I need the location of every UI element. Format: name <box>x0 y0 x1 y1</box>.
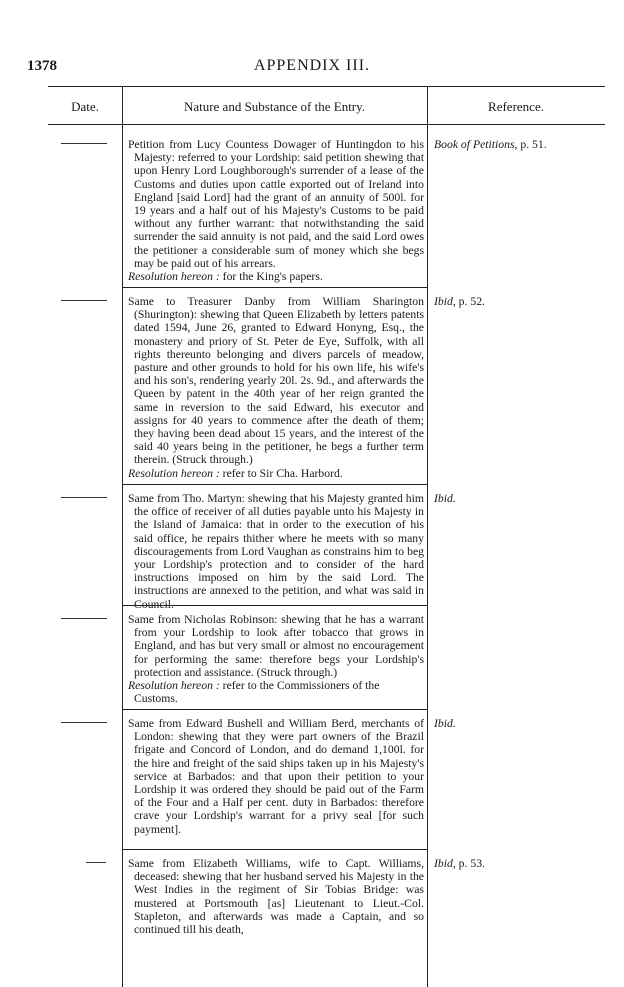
entry-reference: Ibid. <box>434 492 456 505</box>
entry-text: Petition from Lucy Countess Dowager of Huntingdon to his Majesty: referred to your Lordship: said petition shewing that upon Henry Lord Loughborough's surrender of a lease of the Customs and duties upon cattle exported out of Ireland into England [said Lord] had the grant of an annuity of 500l. for 19 years and a half out of his Majesty's Customs to be paid without any further warrant: that notwithstanding the said surrender the said annuity is not paid, and the said Lord owes the petitioner a considerable sum of money which she begs may be paid out of his arrears. Resolution hereon : for the King's papers. <box>128 138 424 284</box>
column-header-date: Date. <box>71 99 99 114</box>
entry-text: Same from Tho. Martyn: shewing that his Majesty granted him the office of receiver of all duties payable unto his Majesty in the Island of Jamaica: that in order to the execution of his said office, he repairs thither where he meets with so many discouragements from Lord Vaughan as constrains him to beg your Lordship's protection and to consider of the hard instructions imposed on him by the said Lord. The instructions are annexed to the petition, and what was said in Council. <box>128 492 424 611</box>
entry-separator <box>122 849 427 850</box>
table-header-rule <box>48 124 605 125</box>
entry-separator <box>122 605 427 606</box>
entry-separator <box>122 484 427 485</box>
entry-text: Same from Nicholas Robinson: shewing that he has a warrant from your Lordship to look after tobacco that grows in England, and has but very small or almost no encouragement for performing the same: therefore begs your Lordship's protection and assistance. (Struck through.) Resolution hereon : refer to the Commissioners of the Customs. <box>128 613 424 706</box>
entry-reference: Ibid, p. 52. <box>434 295 485 308</box>
column-divider <box>427 86 428 987</box>
entry-reference: Book of Petitions, p. 51. <box>434 138 547 151</box>
column-divider <box>122 86 123 987</box>
resolution: Resolution hereon : refer to the Commissioners of the Customs. <box>128 679 380 706</box>
date-dash <box>86 862 106 863</box>
entries-table <box>48 86 605 987</box>
entry-reference: Ibid. <box>434 717 456 730</box>
date-dash <box>61 497 107 498</box>
column-header-nature: Nature and Substance of the Entry. <box>183 99 366 114</box>
date-dash <box>61 143 107 144</box>
date-dash <box>61 722 107 723</box>
entry-text: Same from Edward Bushell and William Berd, merchants of London: shewing that they were part owners of the Brazil frigate and Concord of London, and do demand 1,100l. for the hire and freight of the said ships taken up in his Majesty's service at Barbados: and that upon their petition to your Lordship it was ordered they should be paid out of the Farm of the Four and a Half per cent. duty in Barbados: therefore crave your Lordship's warrant for a privy seal [for such payment]. <box>128 717 424 836</box>
entry-separator <box>122 709 427 710</box>
table-top-rule <box>48 86 605 87</box>
date-dash <box>61 618 107 619</box>
column-header-reference: Reference. <box>488 99 544 114</box>
date-dash <box>61 300 107 301</box>
resolution: Resolution hereon : for the King's papers. <box>128 270 323 284</box>
resolution: Resolution hereon : refer to Sir Cha. Harbord. <box>128 466 343 480</box>
entry-reference: Ibid, p. 53. <box>434 857 485 870</box>
page-number: 1378 <box>27 58 57 74</box>
running-head: APPENDIX III. <box>253 57 371 74</box>
entry-text: Same to Treasurer Danby from William Sharington (Shurington): shewing that Queen Elizabeth by letters patents dated 1594, June 26, granted to Edward Honyng, Esq., the monastery and priory of St. Peter de Eye, Suffolk, with all rights thereunto belonging and divers parcels of meadow, pasture and other grounds to hold for his own life, his wife's and his son's, rendering yearly 20l. 2s. 9d., and afterwards the Queen by patent in the 40th year of her reign granted the same in reversion to the said Edward, his executor and assigns for 40 years to commence after the death of them; they having been dead about 15 years, and the interest of the said 40 years being in the petitioner, he begs a further term therein. (Struck through.) Resolution hereon : refer to Sir Cha. Harbord. <box>128 295 424 480</box>
entry-text: Same from Elizabeth Williams, wife to Capt. Williams, deceased: shewing that her husband served his Majesty in the West Indies in the regiment of Sir Tobias Bridge: was mustered at Portsmouth [as] Lieutenant to Lieut.-Col. Stapleton, and afterwards was made a Captain, and so continued till his death, <box>128 857 424 937</box>
entry-separator <box>122 287 427 288</box>
